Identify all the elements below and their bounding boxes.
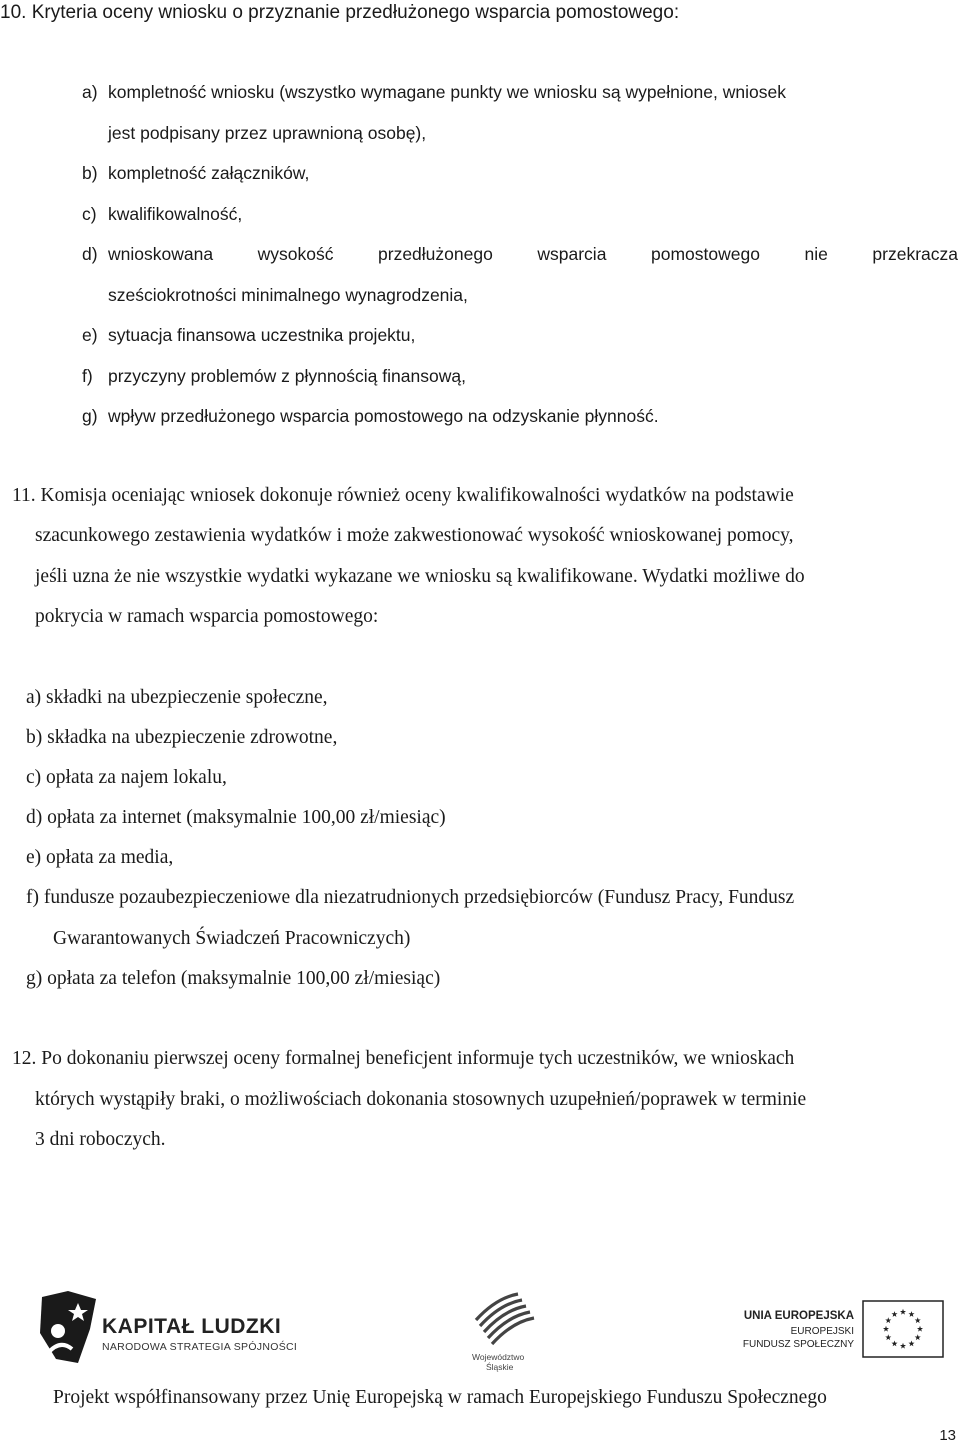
criteria-item-d-continuation: sześciokrotności minimalnego wynagrodzenia, (108, 285, 468, 305)
expense-item-c: c) opłata za najem lokalu, (26, 767, 227, 788)
section-11-line-4: pokrycia w ramach wsparcia pomostowego: (35, 606, 379, 627)
section-10-title: 10. Kryteria oceny wniosku o przyznanie przedłużonego wsparcia pomostowego: (0, 2, 680, 23)
kapital-ludzki-subtitle: NARODOWA STRATEGIA SPÓJNOŚCI (102, 1341, 298, 1353)
criteria-item-d-text (108, 244, 958, 265)
criteria-item-d: d) wnioskowana wysokość przedłużonego wsparcia pomostowego nie przekracza (82, 244, 958, 264)
expense-item-g: g) opłata za telefon (maksymalnie 100,00 zł/miesiąc) (26, 968, 441, 989)
wojewodztwo-slaskie-logo (466, 1290, 546, 1370)
expense-item-b: b) składka na ubezpieczenie zdrowotne, (26, 727, 338, 748)
criteria-item-d-word: przedłużonego (378, 244, 493, 264)
expense-item-f-continuation: Gwarantowanych Świadczeń Pracowniczych) (53, 928, 411, 949)
expense-item-f: f) fundusze pozaubezpieczeniowe dla niezatrudnionych przedsiębiorców (Fundusz Pracy, Fundusz (26, 887, 795, 908)
eu-flag-icon (862, 1300, 944, 1358)
section-12-line-2: których wystąpiły braki, o możliwościach dokonania stosownych uzupełnień/poprawek w terminie (35, 1089, 807, 1110)
wojewodztwo-label-1: Województwo (472, 1352, 525, 1362)
eu-social-fund-logo (740, 1300, 950, 1362)
criteria-item-b: b) kompletność załączników, (82, 163, 310, 183)
criteria-item-c: c) kwalifikowalność, (82, 204, 243, 224)
page-number: 13 (939, 1427, 956, 1444)
section-12-line-3: 3 dni roboczych. (35, 1129, 166, 1150)
criteria-item-d-word: nie (804, 244, 828, 264)
footer-cofinancing-text: Projekt współfinansowany przez Unię Europejską w ramach Europejskiego Funduszu Społecznego (53, 1387, 827, 1408)
expense-item-a: a) składki na ubezpieczenie społeczne, (26, 687, 328, 708)
eu-label-1: UNIA EUROPEJSKA (743, 1310, 854, 1322)
eu-label-2: EUROPEJSKI (790, 1326, 854, 1337)
criteria-item-a-continuation: jest podpisany przez uprawnioną osobę), (108, 123, 427, 143)
kapital-ludzki-title: KAPITAŁ LUDZKI (102, 1315, 282, 1338)
wojewodztwo-label-2: Śląskie (486, 1362, 514, 1372)
kapital-ludzki-emblem-icon (38, 1289, 98, 1365)
criteria-item-d-word: wsparcia (537, 244, 607, 264)
eu-label-3: FUNDUSZ SPOŁECZNY (742, 1339, 854, 1350)
criteria-item-d-word: pomostowego (650, 244, 760, 264)
criteria-item-d-word: wysokość (257, 244, 334, 264)
section-12-line-1: 12. Po dokonaniu pierwszej oceny formalnej beneficjent informuje tych uczestników, we wnioskach (12, 1048, 795, 1069)
criteria-item-f: f) przyczyny problemów z płynnością finansową, (82, 366, 466, 386)
section-11-line-3: jeśli uzna że nie wszystkie wydatki wykazane we wniosku są kwalifikowane. Wydatki możliwe do (35, 566, 805, 587)
section-11-line-1: 11. Komisja oceniając wniosek dokonuje również oceny kwalifikowalności wydatków na podstawie (12, 485, 794, 506)
criteria-item-d-word: przekracza (872, 244, 958, 264)
section-11-line-2: szacunkowego zestawienia wydatków i może zakwestionować wysokość wnioskowanej pomocy, (35, 525, 794, 546)
criteria-item-a: a) kompletność wniosku (wszystko wymagane punkty we wniosku są wypełnione, wniosek (82, 82, 786, 102)
expense-item-e: e) opłata za media, (26, 847, 174, 868)
kapital-ludzki-logo (38, 1289, 308, 1365)
expense-item-d: d) opłata za internet (maksymalnie 100,00 zł/miesiąc) (26, 807, 446, 828)
criteria-item-e: e) sytuacja finansowa uczestnika projektu, (82, 325, 416, 345)
criteria-item-g: g) wpływ przedłużonego wsparcia pomostowego na odzyskanie płynność. (82, 406, 659, 426)
wojewodztwo-emblem-icon (466, 1290, 546, 1346)
criteria-item-d-word: wnioskowana (108, 244, 214, 264)
